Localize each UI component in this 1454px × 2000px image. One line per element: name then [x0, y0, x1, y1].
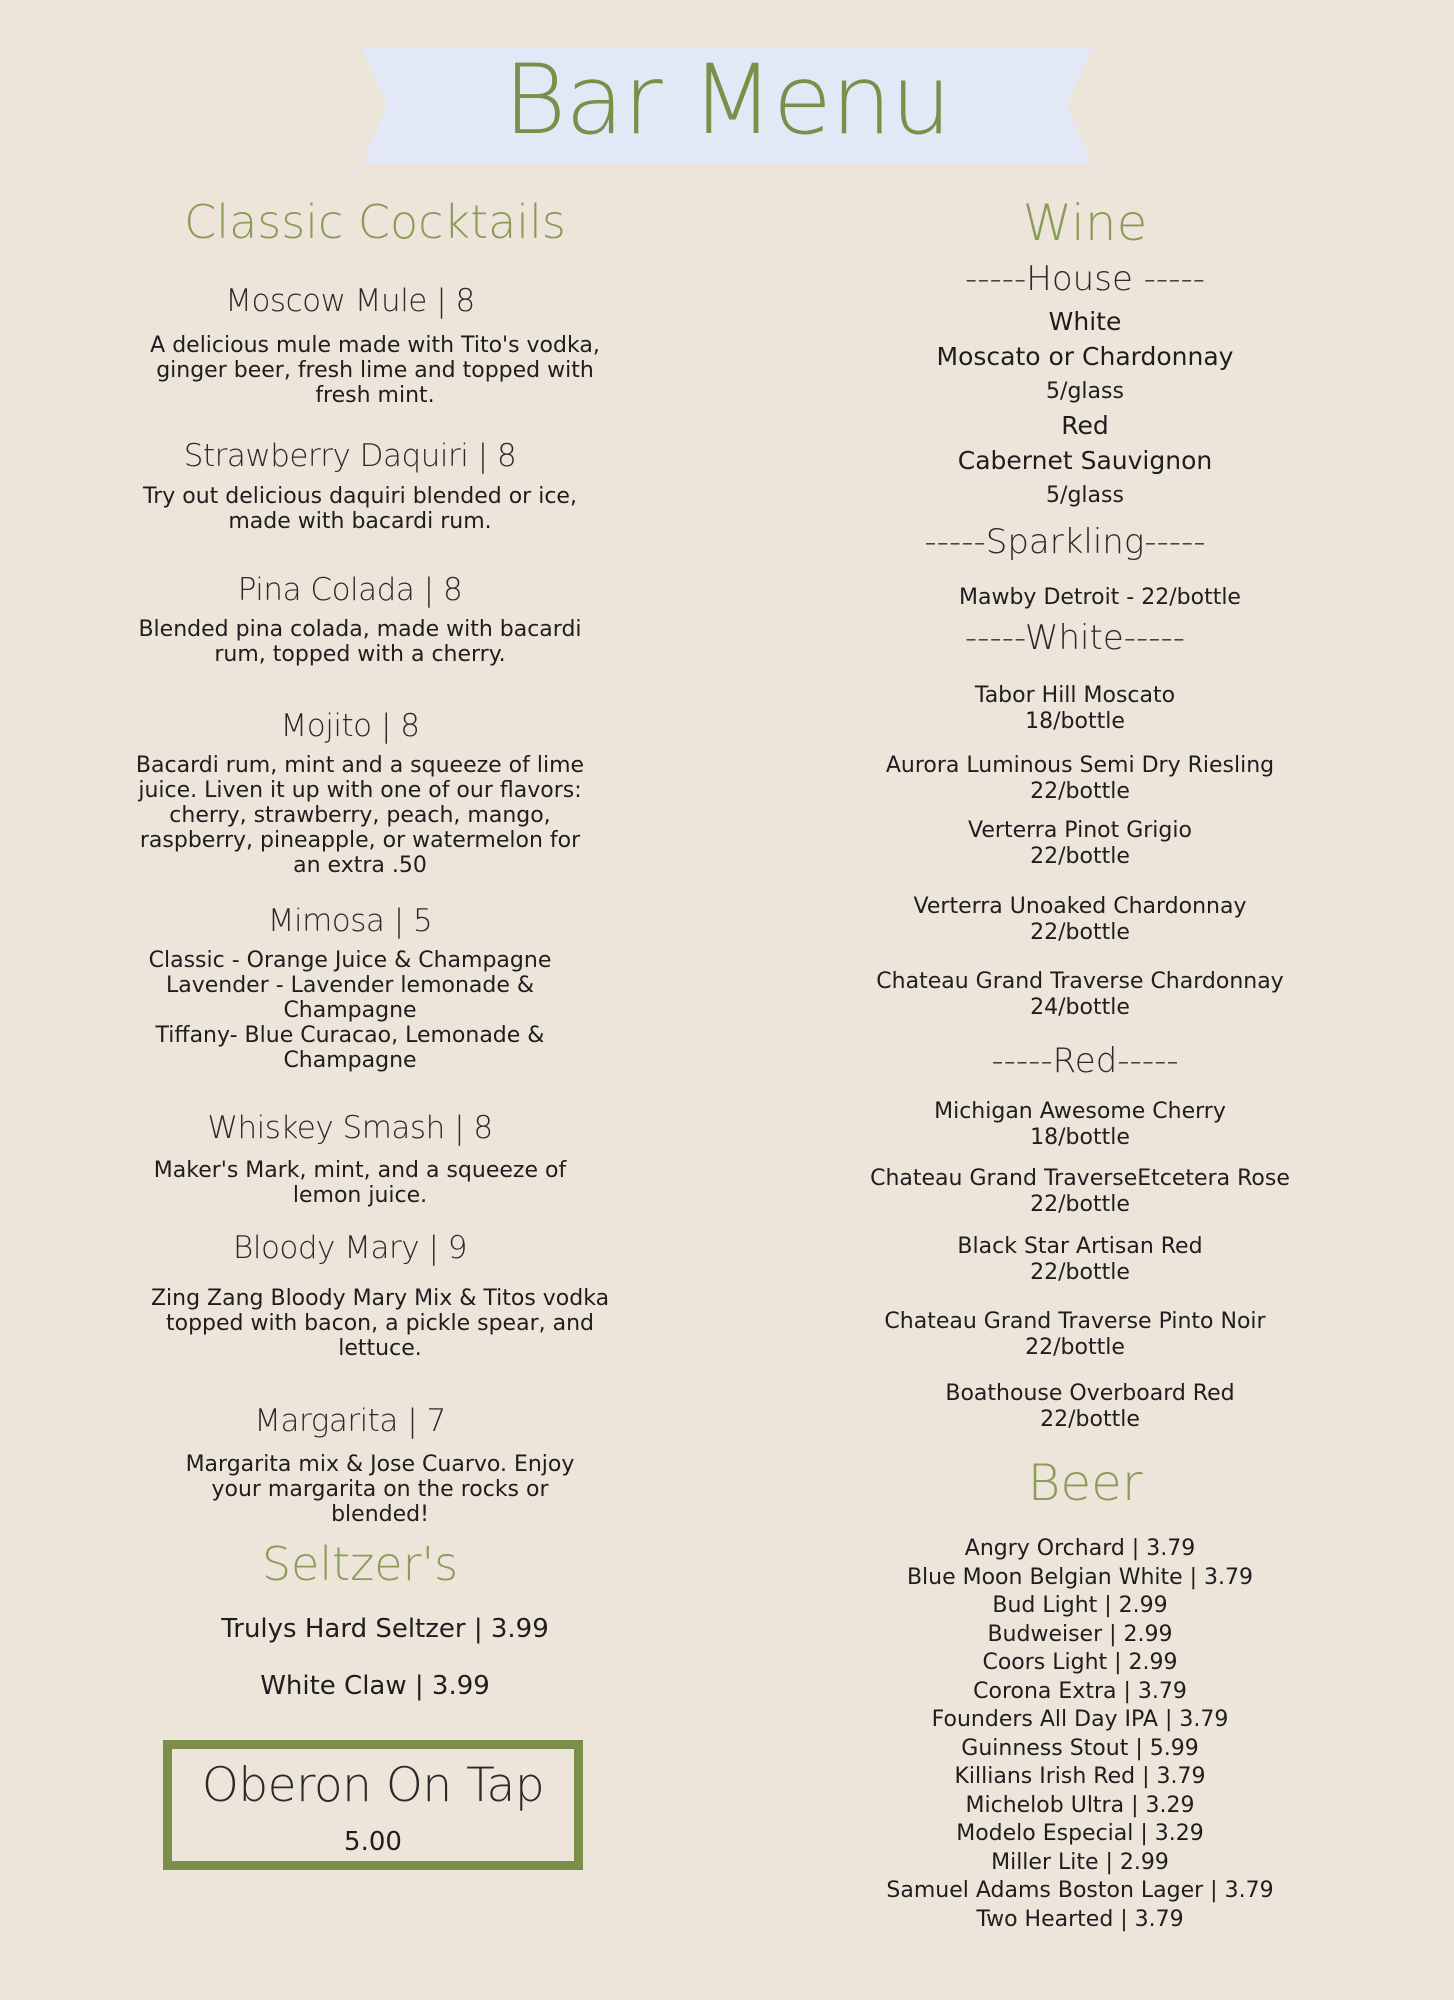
- house-white-wine: Moscato or Chardonnay: [936, 342, 1234, 371]
- wine-red-label: -----Red-----: [991, 1041, 1179, 1081]
- wine-name: Tabor Hill Moscato: [974, 683, 1176, 708]
- cocktails-heading: Classic Cocktails: [184, 195, 566, 249]
- beer-item: Killians Irish Red | 3.79: [954, 1764, 1206, 1789]
- beer-list: [810, 1535, 1350, 1934]
- wine-name: Verterra Pinot Grigio: [968, 818, 1192, 843]
- beer-item: Corona Extra | 3.79: [973, 1678, 1187, 1704]
- wine-price: 22/bottle: [1025, 1335, 1125, 1360]
- mimosa-line: Champagne: [283, 1048, 417, 1073]
- beer-item: Michelob Ultra | 3.29: [965, 1792, 1195, 1818]
- house-red-price: 5/glass: [1046, 483, 1124, 508]
- wine-price: 22/bottle: [1030, 779, 1130, 804]
- mimosa-line: Lavender - Lavender lemonade &: [165, 973, 535, 998]
- house-red-wine: Cabernet Sauvignon: [957, 446, 1213, 475]
- cocktail-name: Bloody Mary | 9: [233, 1230, 467, 1266]
- wine-price: 22/bottle: [1040, 1407, 1140, 1432]
- beer-item: Two Hearted | 3.79: [976, 1906, 1184, 1932]
- beer-heading: Beer: [1027, 1454, 1143, 1512]
- white-wine-entry: [810, 753, 1350, 805]
- wine-name: Chateau Grand Traverse Chardonnay: [876, 969, 1284, 994]
- white-wine-entry: [810, 818, 1350, 870]
- beer-item: Miller Lite | 2.99: [991, 1849, 1169, 1875]
- wine-heading: Wine: [1022, 194, 1148, 252]
- cocktail-description: Bacardi rum, mint and a squeeze of lime juice. Liven it up with one of our flavors: cherry, strawberry, peach, mango, raspberry, pineapple, or watermelon for an extra .50: [135, 753, 585, 878]
- wine-house-label: -----House -----: [964, 259, 1206, 299]
- cocktail-name: Moscow Mule | 8: [225, 283, 475, 319]
- seltzer-item: White Claw | 3.99: [260, 1671, 490, 1701]
- red-wine-entry: [800, 1309, 1350, 1361]
- red-wine-entry: [800, 1166, 1360, 1218]
- cocktail-name: Pina Colada | 8: [237, 572, 463, 608]
- cocktail-description: A delicious mule made with Tito's vodka, ginger beer, fresh lime and topped with fresh mint.: [150, 333, 600, 408]
- menu-title: Bar Menu: [503, 44, 951, 156]
- wine-name: Aurora Luminous Semi Dry Riesling: [885, 753, 1275, 778]
- beer-item: Guinness Stout | 5.99: [961, 1735, 1199, 1761]
- cocktail-description: Margarita mix & Jose Cuarvo. Enjoy your margarita on the rocks or blended!: [185, 1452, 575, 1527]
- cocktail-name: Whiskey Smash | 8: [207, 1110, 493, 1146]
- cocktail-description: [110, 948, 590, 1073]
- red-wine-entry: [810, 1099, 1350, 1151]
- house-white-label: White: [1048, 307, 1122, 336]
- wine-name: Michigan Awesome Cherry: [934, 1099, 1226, 1124]
- mimosa-line: Champagne: [283, 998, 417, 1023]
- beer-item: Coors Light | 2.99: [982, 1650, 1178, 1675]
- beer-item: Blue Moon Belgian White | 3.79: [906, 1564, 1254, 1590]
- wine-white-label: -----White-----: [964, 618, 1186, 658]
- white-wine-entry: [810, 894, 1350, 946]
- house-red-label: Red: [1061, 411, 1109, 440]
- wine-name: Verterra Unoaked Chardonnay: [913, 894, 1247, 919]
- wine-name: Black Star Artisan Red: [957, 1234, 1203, 1259]
- red-wine-entry: [810, 1234, 1350, 1286]
- wine-price: 24/bottle: [1030, 995, 1130, 1020]
- beer-item: Samuel Adams Boston Lager | 3.79: [886, 1878, 1274, 1903]
- beer-item: Budweiser | 2.99: [987, 1621, 1173, 1647]
- white-wine-entry: [800, 969, 1360, 1021]
- mimosa-line: Classic - Orange Juice & Champagne: [148, 948, 552, 973]
- wine-name: Boathouse Overboard Red: [945, 1381, 1235, 1406]
- wine-price: 18/bottle: [1030, 1125, 1130, 1150]
- seltzer-item: Trulys Hard Seltzer | 3.99: [221, 1614, 549, 1644]
- cocktail-name: Margarita | 7: [254, 1403, 446, 1439]
- cocktail-name: Mojito | 8: [280, 708, 420, 744]
- house-white-price: 5/glass: [1046, 379, 1124, 404]
- wine-price: 18/bottle: [1025, 709, 1125, 734]
- beer-item: Angry Orchard | 3.79: [964, 1536, 1196, 1561]
- wine-price: 22/bottle: [1030, 920, 1130, 945]
- wine-sparkling-label: -----Sparkling-----: [924, 522, 1206, 562]
- wine-price: 22/bottle: [1030, 844, 1130, 869]
- beer-item: Modelo Especial | 3.29: [956, 1821, 1204, 1846]
- cocktail-description: Maker's Mark, mint, and a squeeze of lemon juice.: [153, 1158, 567, 1208]
- red-wine-entry: [820, 1381, 1360, 1433]
- wine-price: 22/bottle: [1030, 1192, 1130, 1217]
- sparkling-wine: Mawby Detroit - 22/bottle: [959, 585, 1241, 610]
- wine-name: Chateau Grand Traverse Pinto Noir: [884, 1309, 1266, 1334]
- cocktail-name: Strawberry Daquiri | 8: [183, 438, 517, 474]
- white-wine-entry: [825, 683, 1325, 735]
- wine-name: Chateau Grand TraverseEtcetera Rose: [870, 1166, 1290, 1191]
- oberon-price: 5.00: [344, 1827, 402, 1857]
- cocktail-description: Try out delicious daquiri blended or ice, made with bacardi rum.: [143, 484, 577, 534]
- cocktail-description: Blended pina colada, made with bacardi rum, topped with a cherry.: [138, 617, 582, 667]
- wine-price: 22/bottle: [1030, 1260, 1130, 1285]
- seltzers-heading: Seltzer's: [261, 1537, 459, 1591]
- beer-item: Founders All Day IPA | 3.79: [931, 1707, 1229, 1732]
- mimosa-line: Tiffany- Blue Curacao, Lemonade &: [155, 1023, 545, 1048]
- cocktail-description: Zing Zang Bloody Mary Mix & Titos vodka topped with bacon, a pickle spear, and lettuce.: [150, 1286, 610, 1361]
- cocktail-name: Mimosa | 5: [267, 903, 433, 939]
- beer-item: Bud Light | 2.99: [992, 1593, 1168, 1618]
- oberon-title: Oberon On Tap: [201, 1758, 545, 1813]
